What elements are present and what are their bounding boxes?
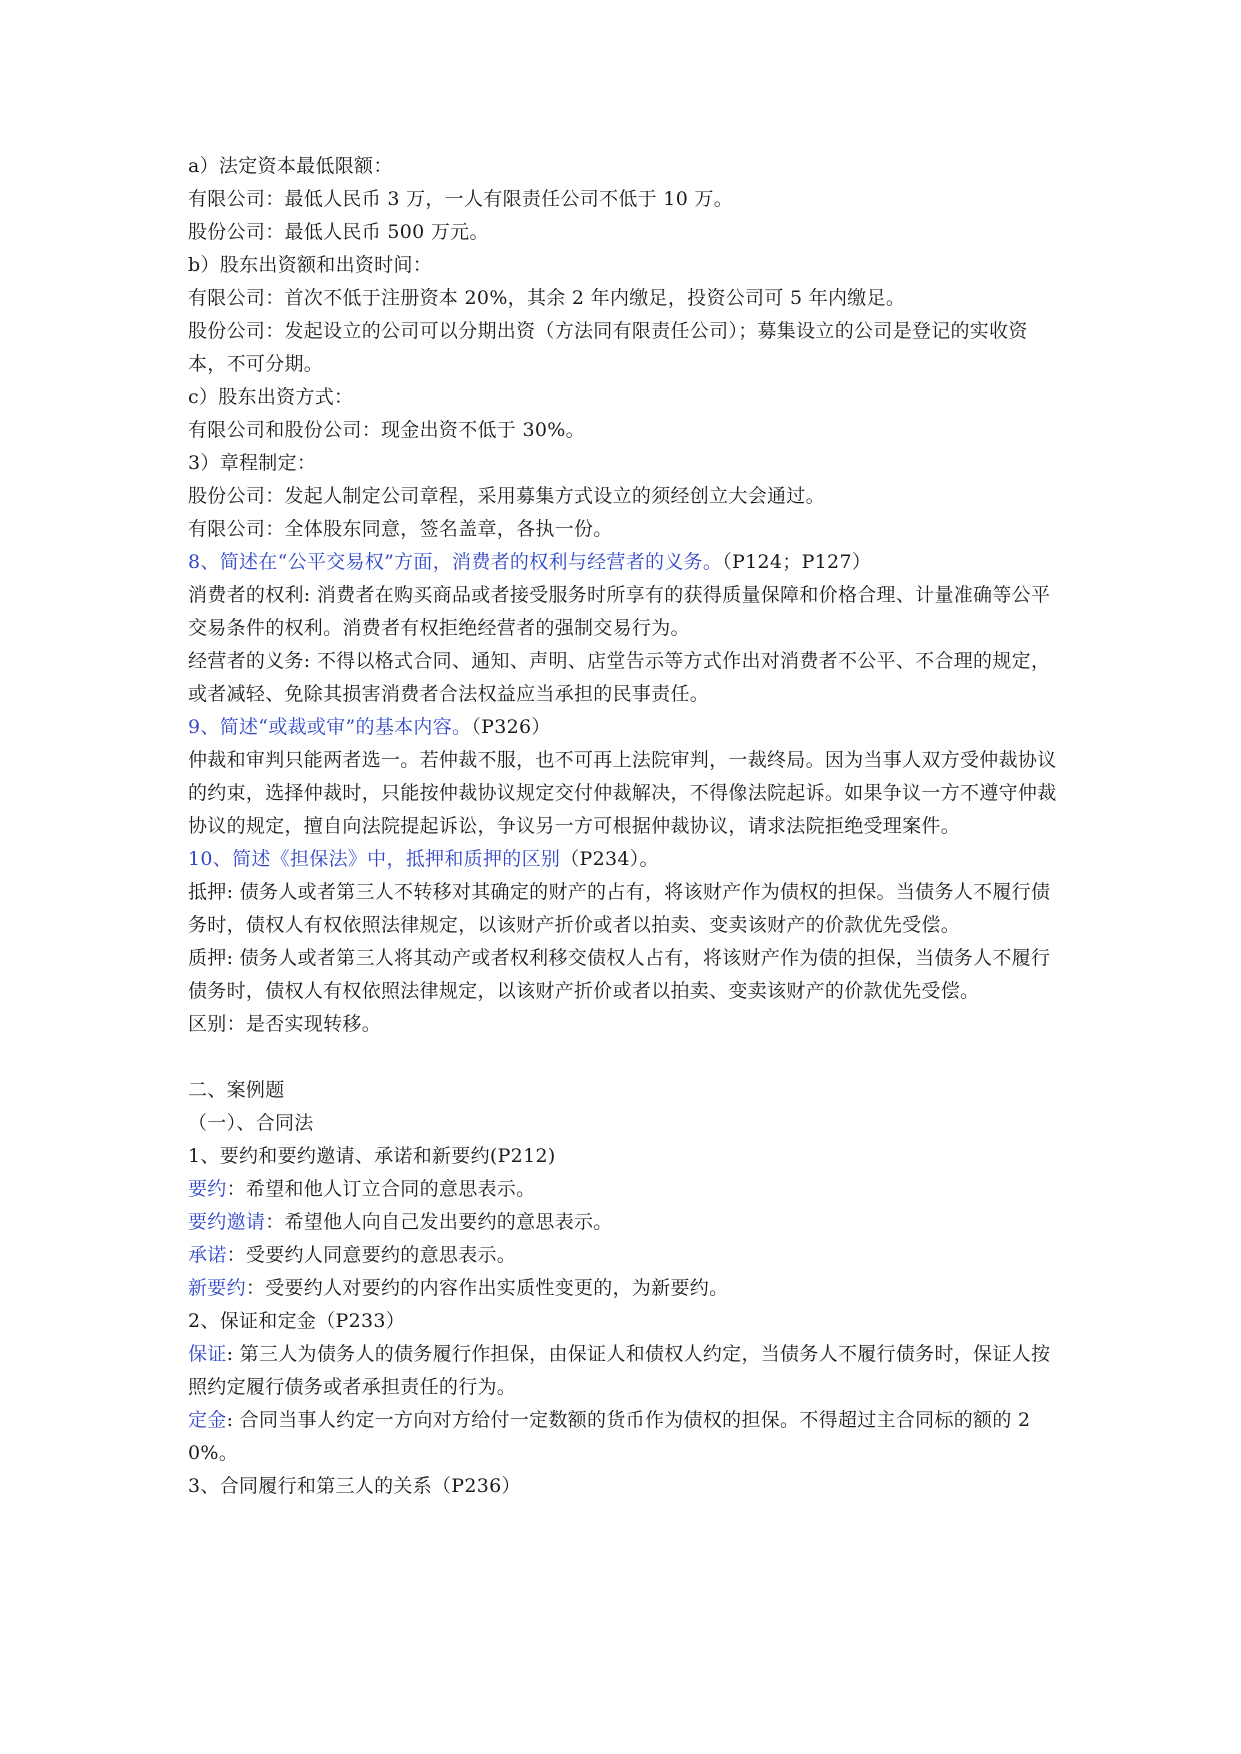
text-paragraph <box>188 1008 1058 1041</box>
paragraph-text: 有限公司：全体股东同意，签名盖章，各执一份。 <box>188 518 613 540</box>
paragraph-text: （P326） <box>471 716 551 738</box>
text-paragraph <box>188 1107 1058 1140</box>
text-paragraph <box>188 546 1058 579</box>
paragraph-text: 质押: 债务人或者第三人将其动产或者权利移交债权人占有，将该财产作为债的担保，当债务人不履行债务时，债权人有权依照法律规定，以该财产折价或者以拍卖、变卖该财产的价款优先受偿。 <box>188 947 1051 1002</box>
paragraph-text: 1、要约和要约邀请、承诺和新要约(P212) <box>188 1145 556 1167</box>
text-paragraph <box>188 1338 1058 1404</box>
text-paragraph <box>188 876 1058 942</box>
highlighted-text: 简述在“公平交易权”方面，消费者的权利与经营者的义务。 <box>219 551 723 573</box>
text-paragraph <box>188 1140 1058 1173</box>
paragraph-text: 有限公司和股份公司：现金出资不低于 30%。 <box>188 419 585 441</box>
highlighted-text: 保证 <box>188 1343 227 1365</box>
highlighted-text: 9、 <box>188 716 220 738</box>
paragraph-text: （P124；P127） <box>722 551 872 573</box>
paragraph-text: 二、案例题 <box>188 1079 285 1101</box>
paragraph-text: 有限公司：首次不低于注册资本 20%，其余 2 年内缴足，投资公司可 5 年内缴足。 <box>188 287 906 309</box>
text-paragraph <box>188 711 1058 744</box>
text-paragraph <box>188 249 1058 282</box>
paragraph-text: b）股东出资额和出资时间： <box>188 254 433 276</box>
highlighted-text: 新要约 <box>188 1277 246 1299</box>
text-paragraph <box>188 315 1058 381</box>
text-paragraph <box>188 414 1058 447</box>
text-paragraph <box>188 1074 1058 1107</box>
paragraph-text: 股份公司：最低人民币 500 万元。 <box>188 221 489 243</box>
document-body <box>188 150 1058 1503</box>
text-paragraph <box>188 480 1058 513</box>
paragraph-text: （P234）。 <box>560 848 659 870</box>
paragraph-text: : 合同当事人约定一方向对方给付一定数额的货币作为债权的担保。不得超过主合同标的额的 20%。 <box>188 1409 1031 1464</box>
text-paragraph <box>188 381 1058 414</box>
paragraph-text: ：希望他人向自己发出要约的意思表示。 <box>265 1211 613 1233</box>
highlighted-text: 要约邀请 <box>188 1211 266 1233</box>
text-paragraph <box>188 1272 1058 1305</box>
text-paragraph <box>188 513 1058 546</box>
paragraph-text: c）股东出资方式： <box>188 386 354 408</box>
text-paragraph <box>188 1239 1058 1272</box>
text-paragraph <box>188 1404 1058 1470</box>
paragraph-text: 3）章程制定： <box>188 452 317 474</box>
highlighted-text: 要约 <box>188 1178 227 1200</box>
highlighted-text: 8、 <box>188 551 220 573</box>
paragraph-text: 区别：是否实现转移。 <box>188 1013 382 1035</box>
text-paragraph <box>188 282 1058 315</box>
highlighted-text: 简述“或裁或审”的基本内容。 <box>219 716 472 738</box>
paragraph-text: a）法定资本最低限额： <box>188 155 393 177</box>
paragraph-text: : 第三人为债务人的债务履行作担保，由保证人和债权人约定，当债务人不履行债务时，保证人按照约定履行债务或者承担责任的行为。 <box>188 1343 1051 1398</box>
text-paragraph <box>188 645 1058 711</box>
text-paragraph <box>188 843 1058 876</box>
highlighted-text: 承诺 <box>188 1244 227 1266</box>
highlighted-text: 10、 <box>188 848 233 870</box>
paragraph-text: 股份公司：发起设立的公司可以分期出资（方法同有限责任公司）；募集设立的公司是登记的实收资本，不可分期。 <box>188 320 1028 375</box>
paragraph-text: （一）、合同法 <box>188 1112 314 1134</box>
paragraph-text: ：希望和他人订立合同的意思表示。 <box>226 1178 536 1200</box>
text-paragraph <box>188 183 1058 216</box>
text-paragraph <box>188 150 1058 183</box>
text-paragraph <box>188 1206 1058 1239</box>
paragraph-text: ：受要约人同意要约的意思表示。 <box>226 1244 517 1266</box>
paragraph-text: 2、保证和定金（P233） <box>188 1310 406 1332</box>
paragraph-text: 3、合同履行和第三人的关系（P236） <box>188 1475 521 1497</box>
blank-line <box>188 1041 1058 1074</box>
text-paragraph <box>188 942 1058 1008</box>
paragraph-text: 抵押: 债务人或者第三人不转移对其确定的财产的占有，将该财产作为债权的担保。当债务人不履行债务时，债权人有权依照法律规定，以该财产折价或者以拍卖、变卖该财产的价款优先受偿。 <box>188 881 1051 936</box>
paragraph-text: 股份公司：发起人制定公司章程，采用募集方式设立的须经创立大会通过。 <box>188 485 825 507</box>
text-paragraph <box>188 216 1058 249</box>
highlighted-text: 定金 <box>188 1409 227 1431</box>
text-paragraph <box>188 1305 1058 1338</box>
paragraph-text: ：受要约人对要约的内容作出实质性变更的，为新要约。 <box>245 1277 729 1299</box>
text-paragraph <box>188 447 1058 480</box>
paragraph-text: 仲裁和审判只能两者选一。若仲裁不服，也不可再上法院审判，一裁终局。因为当事人双方受仲裁协议的约束，选择仲裁时，只能按仲裁协议规定交付仲裁解决，不得像法院起诉。如果争议一方不遵守仲裁协议的规定，擅自向法院提起诉讼，争议另一方可根据仲裁协议，请求法院拒绝受理案件。 <box>188 749 1057 837</box>
text-paragraph <box>188 1470 1058 1503</box>
paragraph-text: 有限公司：最低人民币 3 万，一人有限责任公司不低于 10 万。 <box>188 188 734 210</box>
text-paragraph <box>188 579 1058 645</box>
paragraph-text: 消费者的权利: 消费者在购买商品或者接受服务时所享有的获得质量保障和价格合理、计量准确等公平交易条件的权利。消费者有权拒绝经营者的强制交易行为。 <box>188 584 1051 639</box>
highlighted-text: 简述《担保法》中，抵押和质押的区别 <box>232 848 561 870</box>
paragraph-text: 经营者的义务: 不得以格式合同、通知、声明、店堂告示等方式作出对消费者不公平、不合理的规定，或者减轻、免除其损害消费者合法权益应当承担的民事责任。 <box>188 650 1051 705</box>
text-paragraph <box>188 1173 1058 1206</box>
text-paragraph <box>188 744 1058 843</box>
